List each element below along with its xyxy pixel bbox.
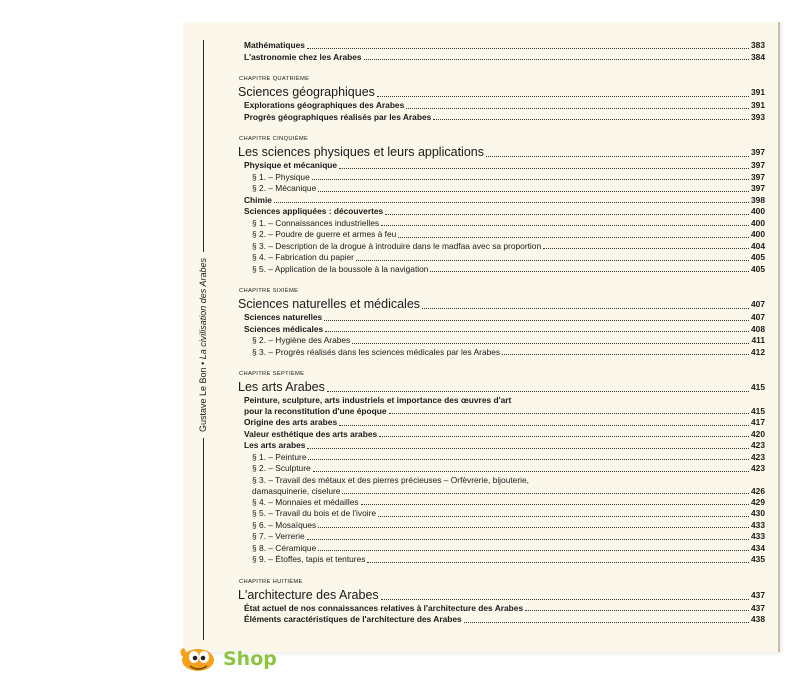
toc-subentry[interactable]: § 3. – Progrès réalisés dans les sciences médicales par les Arabes 412 <box>252 346 765 357</box>
toc-entry-multiline[interactable]: Peinture, sculpture, arts industriels et importance des œuvres d'art pour la reconstitution d'une époque 415 <box>244 395 765 416</box>
chapter-title[interactable]: Les sciences physiques et leurs applications 397 <box>238 145 765 159</box>
toc-entry[interactable]: Sciences appliquées : découvertes 400 <box>244 206 765 216</box>
toc-subentry[interactable]: § 7. – Verrerie 433 <box>252 531 765 541</box>
shop-logo-text: Shop <box>223 648 277 670</box>
running-header <box>198 252 208 438</box>
toc-entry[interactable]: Chimie 398 <box>244 194 765 205</box>
chapter-label: CHAPITRE HUITIÈME <box>239 578 303 585</box>
toc-subentry[interactable]: § 6. – Mosaïques 433 <box>252 519 765 530</box>
toc-entry[interactable]: Physique et mécanique 397 <box>244 160 765 170</box>
toc-subentry[interactable]: § 9. – Étoffes, tapis et tentures 435 <box>252 554 765 564</box>
toc-subentry[interactable]: § 3. – Description de la drogue à introduire dans le madfaa avec sa proportion 404 <box>252 240 765 251</box>
toc-entry[interactable]: Les arts arabes 423 <box>244 440 765 450</box>
toc-entry[interactable]: Mathématiques 383 <box>244 40 765 50</box>
toc-subentry[interactable]: § 4. – Monnaies et médailles 429 <box>252 496 765 507</box>
author-name: Gustave Le Bon <box>198 367 208 432</box>
book-title: La civilisation des Arabes <box>198 258 208 360</box>
chapter-label: CHAPITRE SIXIÈME <box>239 288 299 294</box>
toc-subentry-multiline[interactable]: § 3. – Travail des métaux et des pierres précieuses – Orfèvrerie, bijouterie, damasquinerie, ciselure 426 <box>252 474 765 496</box>
toc-subentry[interactable]: § 5. – Travail du bois et de l'ivoire 430 <box>252 508 765 518</box>
chapter-label: CHAPITRE QUATRIÈME <box>239 76 310 82</box>
toc-subentry[interactable]: § 2. – Hygiène des Arabes 411 <box>252 335 765 345</box>
toc-subentry[interactable]: § 8. – Céramique 434 <box>252 542 765 553</box>
chapter-title[interactable]: Les arts Arabes 415 <box>238 380 765 394</box>
toc-entry[interactable]: Sciences médicales 408 <box>244 323 765 334</box>
toc-subentry[interactable]: § 2. – Poudre de guerre et armes à feu 400 <box>252 229 765 239</box>
toc-subentry[interactable]: § 4. – Fabrication du papier 405 <box>252 252 765 262</box>
toc-entry[interactable]: Valeur esthétique des arts arabes 420 <box>244 428 765 439</box>
toc-subentry[interactable]: § 5. – Application de la boussole à la navigation 405 <box>252 263 765 274</box>
toc-subentry[interactable]: § 1. – Peinture 423 <box>252 451 765 462</box>
chapter-title[interactable]: Sciences naturelles et médicales 407 <box>238 297 765 311</box>
toc-subentry[interactable]: § 1. – Connaissances industrielles 400 <box>252 217 765 228</box>
toc-entry[interactable]: Progrès géographiques réalisés par les Arabes 393 <box>244 111 765 122</box>
table-of-contents <box>238 40 765 626</box>
chapter-title[interactable]: Sciences géographiques 391 <box>238 85 765 99</box>
toc-entry[interactable]: Explorations géographiques des Arabes 391 <box>244 100 765 110</box>
toc-entry[interactable]: État actuel de nos connaissances relatives à l'architecture des Arabes 437 <box>244 602 765 613</box>
chapter-label: CHAPITRE CINQUIÈME <box>239 136 309 142</box>
chapter-title[interactable]: L'architecture des Arabes 437 <box>238 587 765 602</box>
toc-subentry[interactable]: § 2. – Sculpture 423 <box>252 463 765 473</box>
toc-subentry[interactable]: § 2. – Mécanique 397 <box>252 183 765 193</box>
toc-entry[interactable]: L'astronomie chez les Arabes 384 <box>244 51 765 62</box>
toc-entry[interactable]: Sciences naturelles 407 <box>244 312 765 322</box>
toc-entry[interactable]: Éléments caractéristiques de l'architecture des Arabes 438 <box>244 614 765 624</box>
chapter-label: CHAPITRE SEPTIÈME <box>239 371 305 377</box>
toc-entry[interactable]: Origine des arts arabes 417 <box>244 417 765 427</box>
separator-bullet: • <box>198 361 208 365</box>
toc-subentry[interactable]: § 1. – Physique 397 <box>252 171 765 182</box>
